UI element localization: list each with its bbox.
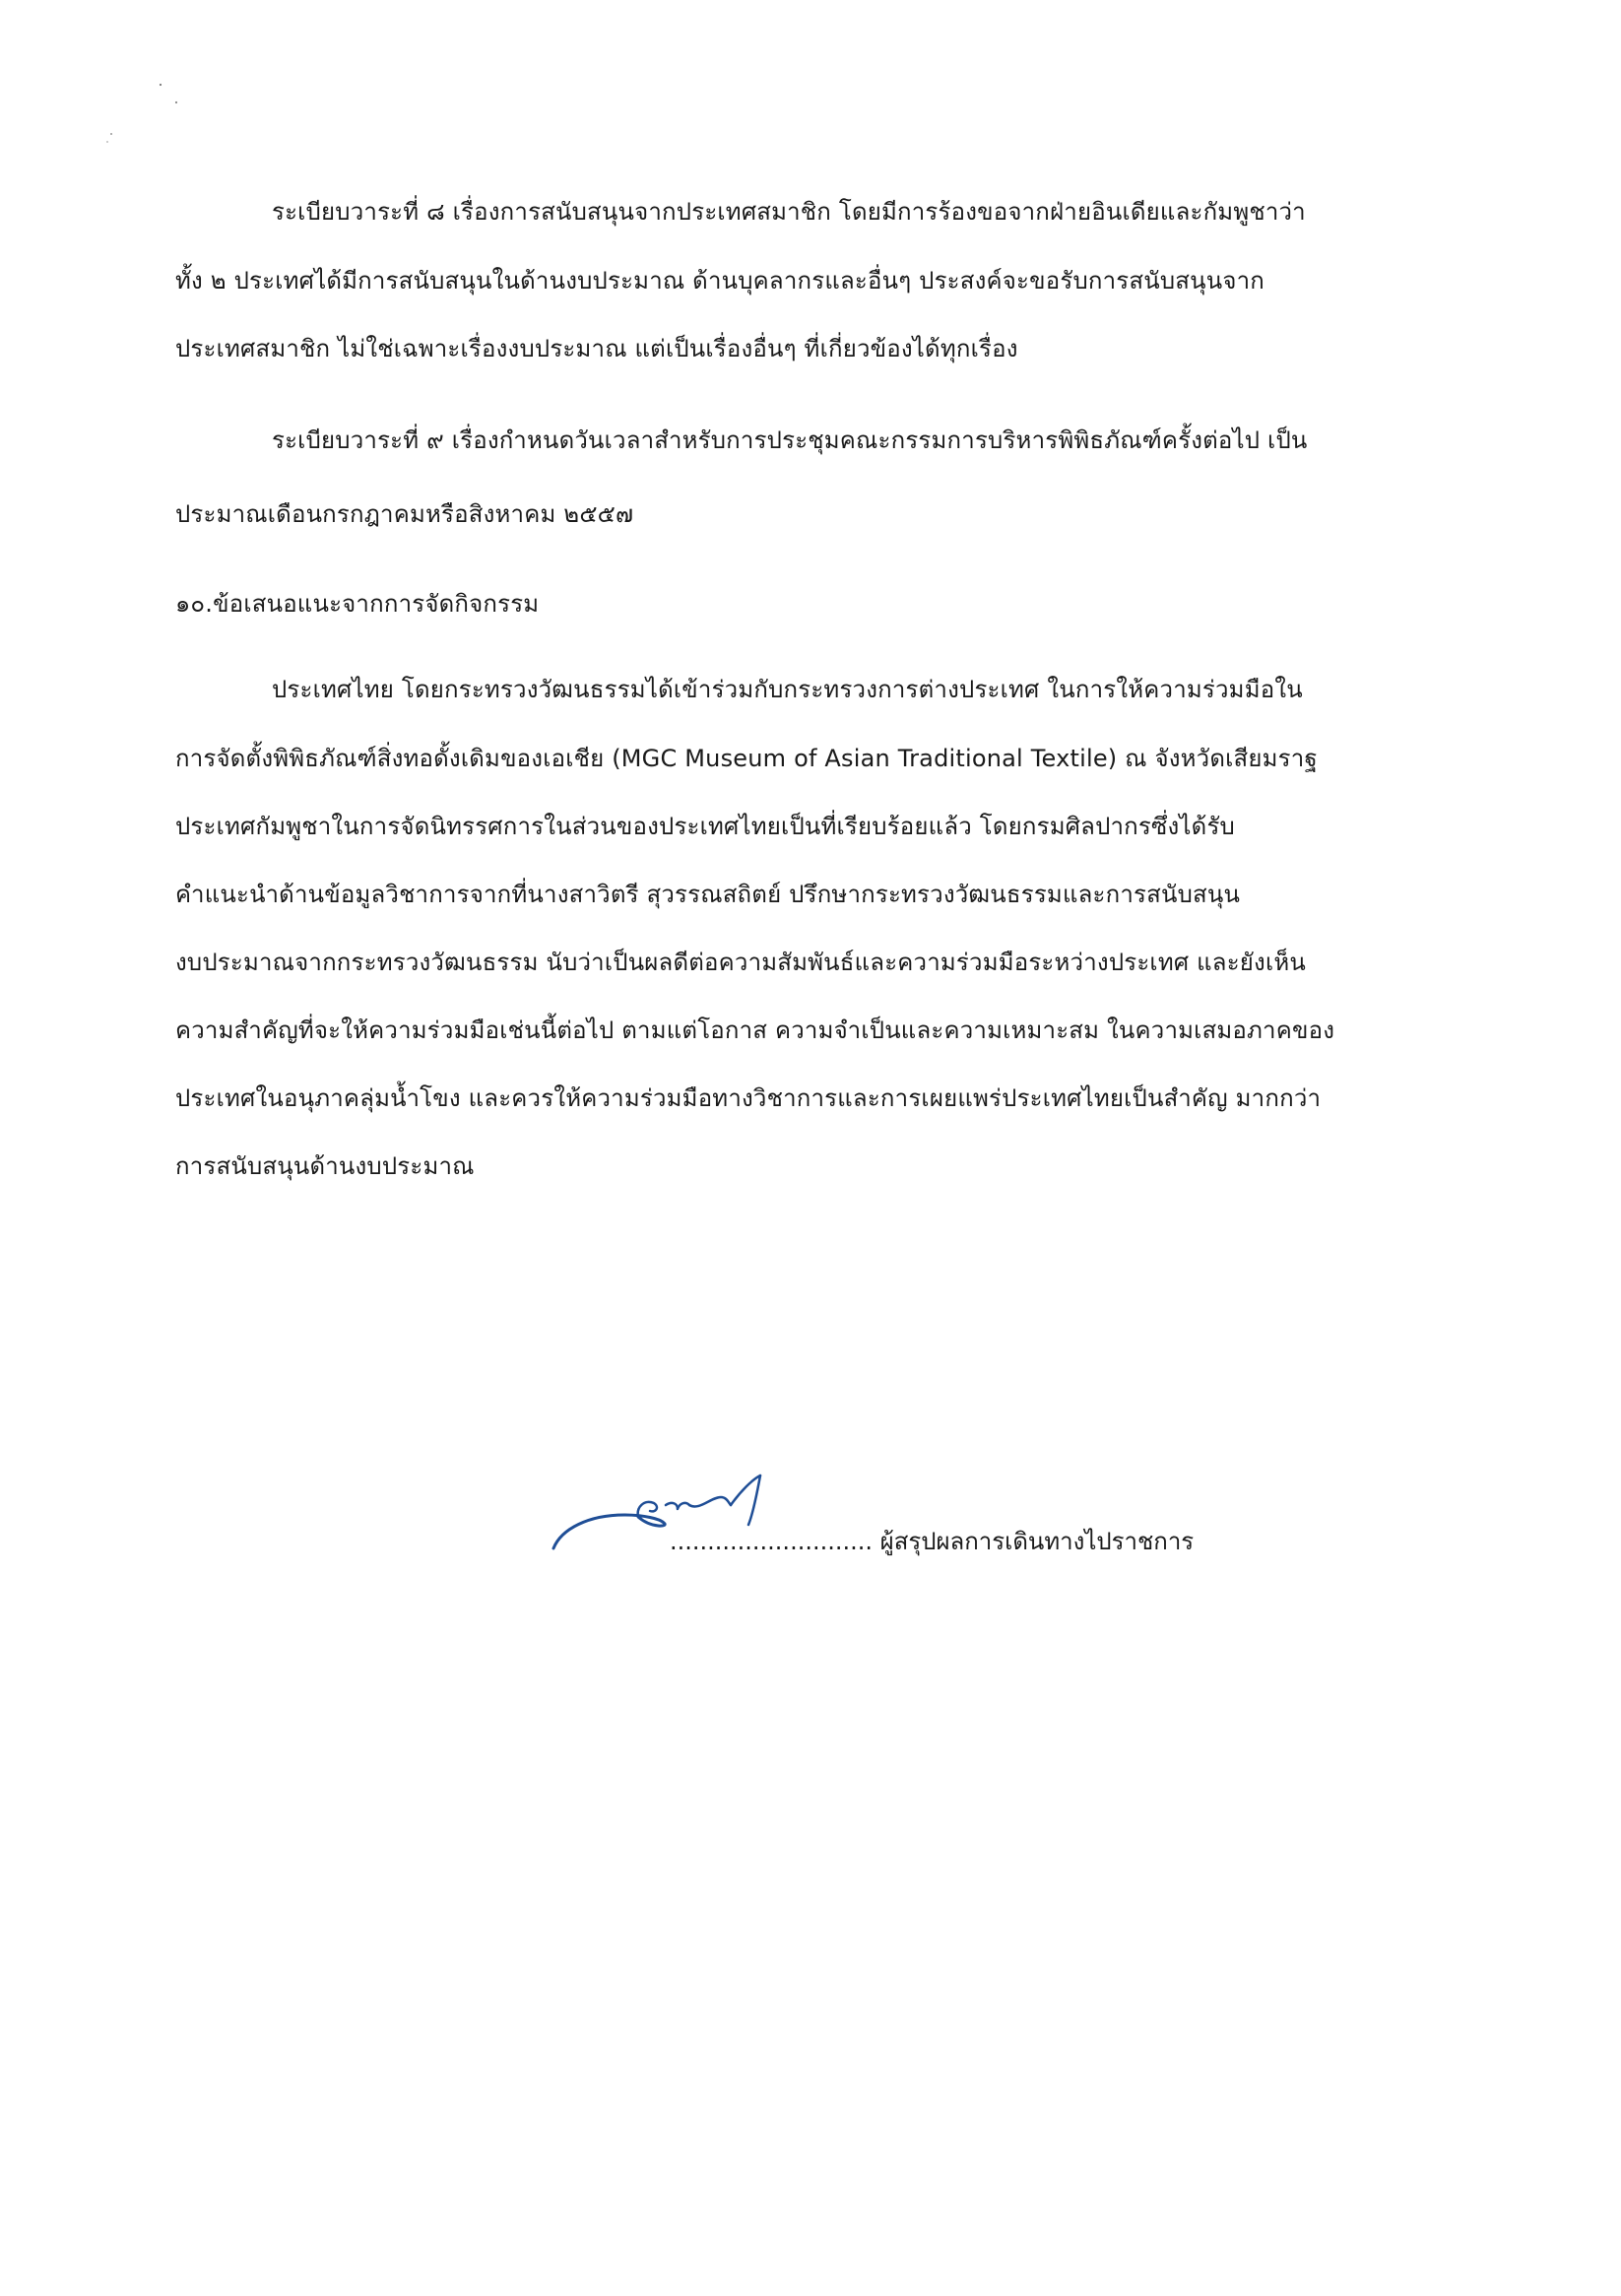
agenda-8-line-2: ทั้ง ๒ ประเทศได้มีการสนับสนุนในด้านงบประมาณ ด้านบุคลากรและอื่นๆ ประสงค์จะขอรับการสนับสนุนจาก: [175, 267, 1264, 295]
signer-role: ผู้สรุปผลการเดินทางไปราชการ: [879, 1528, 1195, 1555]
section-10-line-5: งบประมาณจากกระทรวงวัฒนธรรม นับว่าเป็นผลดีต่อความสัมพันธ์และความร่วมมือระหว่างประเทศ และยังเห็น: [175, 949, 1306, 976]
signature-dots: ...........................: [670, 1528, 873, 1555]
agenda-9-line-1: ระเบียบวาระที่ ๙ เรื่องกำหนดวันเวลาสำหรับการประชุมคณะกรรมการบริหารพิพิธภัณฑ์ครั้งต่อไป เป็น: [272, 426, 1308, 454]
section-10-line-8: การสนับสนุนด้านงบประมาณ: [175, 1152, 475, 1180]
signature-caption: [670, 1525, 1194, 1558]
signature-block: [542, 1458, 1231, 1576]
section-10-line-7: ประเทศในอนุภาคลุ่มน้ำโขง และควรให้ความร่วมมือทางวิชาการและการเผยแพร่ประเทศไทยเป็นสำคัญ มากกว่า: [175, 1084, 1322, 1112]
agenda-8-line-3: ประเทศสมาชิก ไม่ใช่เฉพาะเรื่องงบประมาณ แต่เป็นเรื่องอื่นๆ ที่เกี่ยวข้องได้ทุกเรื่อง: [175, 335, 1018, 362]
handwritten-signature: [542, 1458, 857, 1576]
section-10-line-3: ประเทศกัมพูชาในการจัดนิทรรศการในส่วนของประเทศไทยเป็นที่เรียบร้อยแล้ว โดยกรมศิลปากรซึ่งได้รับ: [175, 813, 1235, 840]
agenda-9-line-2: ประมาณเดือนกรกฎาคมหรือสิงหาคม ๒๕๕๗: [175, 500, 634, 528]
agenda-8-line-1: ระเบียบวาระที่ ๘ เรื่องการสนับสนุนจากประเทศสมาชิก โดยมีการร้องขอจากฝ่ายอินเดียและกัมพูชาว่า: [272, 198, 1306, 226]
section-10-line-1: ประเทศไทย โดยกระทรวงวัฒนธรรมได้เข้าร่วมกับกระทรวงการต่างประเทศ ในการให้ความร่วมมือใน: [272, 676, 1303, 703]
section-10-line-4: คำแนะนำด้านข้อมูลวิชาการจากที่นางสาวิตรี สุวรรณสถิตย์ ปรึกษากระทรวงวัฒนธรรมและการสนับสนุน: [175, 881, 1241, 908]
section-10-line-6: ความสำคัญที่จะให้ความร่วมมือเช่นนี้ต่อไป ตามแต่โอกาส ความจำเป็นและความเหมาะสม ในความเสมอภาคของ: [175, 1017, 1335, 1044]
section-10-heading: ๑๐.ข้อเสนอแนะจากการจัดกิจกรรม: [175, 590, 540, 618]
scan-specks: [94, 79, 182, 158]
section-10-line-2: การจัดตั้งพิพิธภัณฑ์สิ่งทอดั้งเดิมของเอเชีย (MGC Museum of Asian Traditional Textile) ณ จังหวัดเสียมราฐ: [175, 745, 1318, 772]
